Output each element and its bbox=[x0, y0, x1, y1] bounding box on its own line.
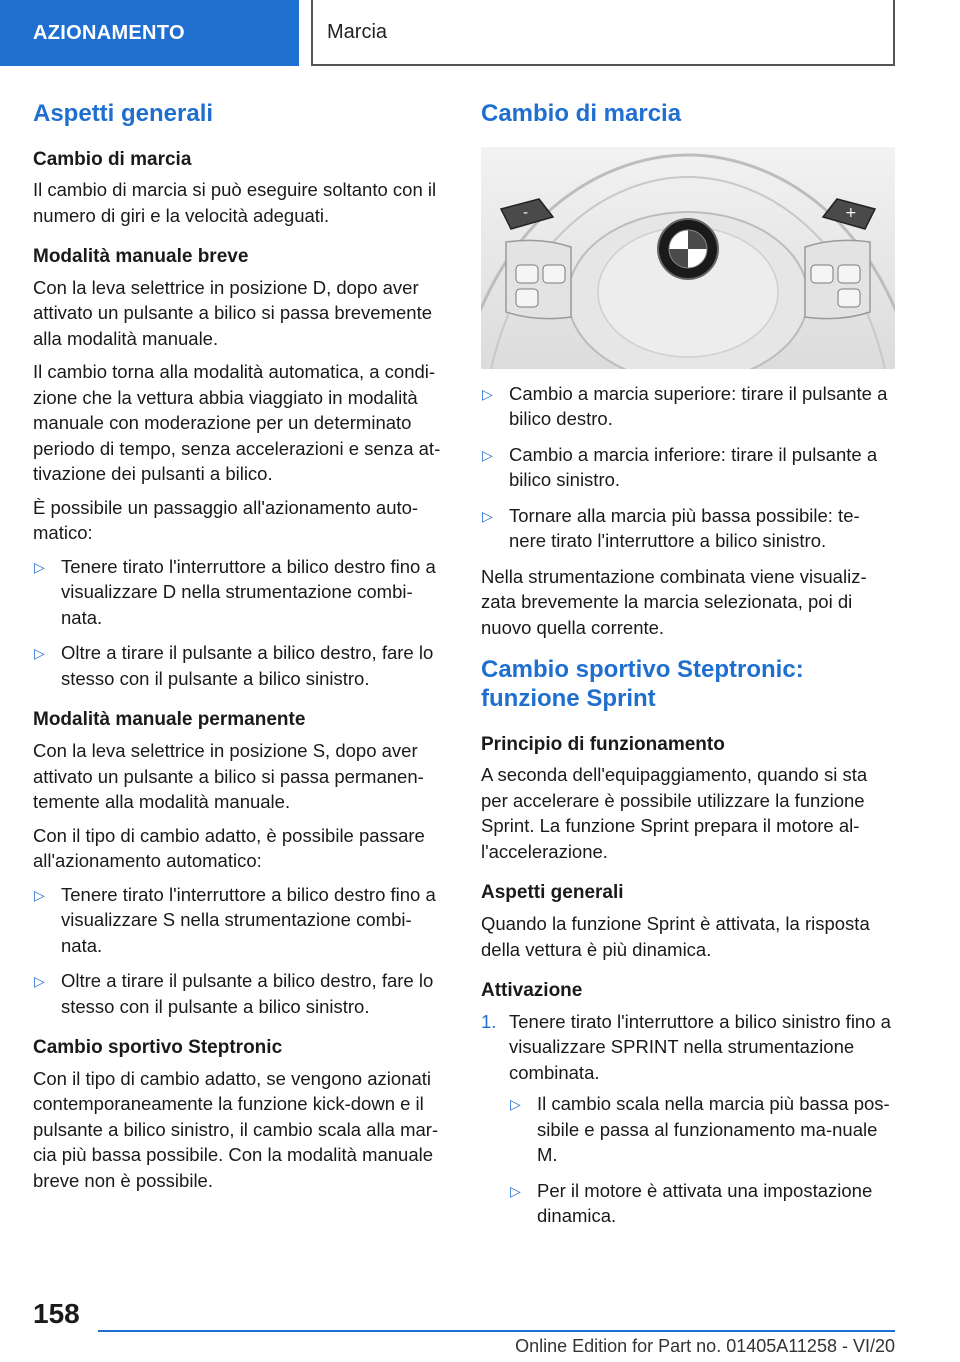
section-heading: Modalità manuale breve bbox=[33, 246, 249, 268]
section-general bbox=[481, 880, 895, 962]
paragraph: Con la leva selettrice in posizione D, dopo aver attivato un pulsante a bilico si passa brevemente alla modalità manuale. bbox=[33, 276, 433, 349]
right-column bbox=[481, 100, 895, 1245]
bullet-list bbox=[33, 882, 449, 1020]
topic-tab bbox=[311, 0, 895, 66]
steering-wheel-illustration bbox=[481, 147, 895, 369]
section-heading: Aspetti generali bbox=[481, 882, 624, 904]
triangle-bullet-icon: ▷ bbox=[34, 645, 45, 662]
numbered-list bbox=[481, 1009, 895, 1229]
step-text: Tenere tirato l'interruttore a bilico sinistro fino a visualizzare SPRINT nella strumentazione combinata. bbox=[509, 1010, 891, 1083]
footer-divider bbox=[98, 1330, 895, 1332]
triangle-bullet-icon: ▷ bbox=[482, 507, 493, 524]
paragraph: Il cambio torna alla modalità automatica, a condi-zione che la vettura abbia viaggiato in modalità manuale con moderazione per un determinato periodo di tempo, senza accelerazioni e senza at-tivazione dei pulsanti a bilico. bbox=[33, 361, 441, 485]
triangle-bullet-icon: ▷ bbox=[34, 973, 45, 990]
section-heading: Principio di funzionamento bbox=[481, 733, 725, 755]
paragraph: Con la leva selettrice in posizione S, dopo aver attivato un pulsante a bilico si passa permanen-temente alla modalità manuale. bbox=[33, 740, 424, 813]
list-item: ▷ Tenere tirato l'interruttore a bilico destro fino a visualizzare D nella strumentazione combi-nata. bbox=[34, 555, 436, 628]
edition-note: Online Edition for Part no. 01405A11258 - VI/20 bbox=[515, 1336, 895, 1356]
paragraph: Il cambio di marcia si può eseguire soltanto con il numero di giri e la velocità adeguati. bbox=[33, 179, 437, 226]
section-heading: Cambio di marcia bbox=[33, 148, 192, 170]
triangle-bullet-icon: ▷ bbox=[510, 1182, 521, 1199]
topic-title: Marcia bbox=[327, 20, 388, 43]
section-manual-short bbox=[33, 244, 449, 691]
list-item: ▷ Oltre a tirare il pulsante a bilico destro, fare lo stesso con il pulsante a bilico sinistro. bbox=[34, 970, 434, 1017]
paragraph: A seconda dell'equipaggiamento, quando si sta per accelerare è possibile utilizzare la funzione Sprint. La funzione Sprint prepara il motore al-l'accelerazione. bbox=[481, 764, 868, 862]
minus-sign: - bbox=[523, 204, 529, 221]
list-item: ▷ Per il motore è attivata una impostazione dinamica. bbox=[510, 1179, 873, 1227]
list-item: ▷ Cambio a marcia superiore: tirare il pulsante a bilico destro. bbox=[482, 382, 888, 430]
triangle-bullet-icon: ▷ bbox=[34, 558, 45, 575]
paragraph: Con il tipo di cambio adatto, è possibile passare all'azionamento automatico: bbox=[33, 824, 425, 872]
right-title: Cambio di marcia bbox=[481, 100, 682, 127]
triangle-bullet-icon: ▷ bbox=[482, 446, 493, 463]
list-item: ▷ Tenere tirato l'interruttore a bilico destro fino a visualizzare S nella strumentazione combi-nata. bbox=[34, 883, 436, 956]
bullet-list bbox=[33, 554, 449, 692]
paragraph: Quando la funzione Sprint è attivata, la risposta della vettura è più dinamica. bbox=[481, 913, 870, 960]
section-gear-change bbox=[33, 147, 449, 229]
section-title: AZIONAMENTO bbox=[33, 21, 185, 44]
bullet-list bbox=[481, 381, 895, 554]
sub-bullet-list bbox=[509, 1091, 895, 1229]
paragraph: È possibile un passaggio all'azionamento auto-matico: bbox=[33, 496, 419, 544]
step-number: 1. bbox=[481, 1010, 497, 1032]
section-heading: Attivazione bbox=[481, 980, 583, 1002]
steering-wheel-icon bbox=[481, 147, 895, 369]
left-column bbox=[33, 100, 449, 1209]
numbered-step bbox=[481, 1009, 895, 1229]
triangle-bullet-icon: ▷ bbox=[34, 886, 45, 903]
list-item: ▷ Tornare alla marcia più bassa possibile: te-nere tirato l'interruttore a bilico sinistro. bbox=[482, 504, 860, 552]
list-item: ▷ Cambio a marcia inferiore: tirare il pulsante a bilico sinistro. bbox=[482, 443, 878, 491]
right-title-sprint: Cambio sportivo Steptronic: funzione Sprint bbox=[481, 656, 804, 713]
section-steptronic bbox=[33, 1035, 449, 1193]
left-title: Aspetti generali bbox=[33, 100, 214, 127]
page-number: 158 bbox=[33, 1298, 80, 1329]
triangle-bullet-icon: ▷ bbox=[482, 385, 493, 402]
section-heading: Cambio sportivo Steptronic bbox=[33, 1037, 283, 1059]
section-heading: Modalità manuale permanente bbox=[33, 709, 306, 731]
paragraph: Nella strumentazione combinata viene visualiz-zata brevemente la marcia selezionata, poi di nuovo quella corrente. bbox=[481, 565, 867, 638]
list-item: ▷ Oltre a tirare il pulsante a bilico destro, fare lo stesso con il pulsante a bilico sinistro. bbox=[34, 642, 434, 689]
triangle-bullet-icon: ▷ bbox=[510, 1096, 521, 1113]
section-activation bbox=[481, 978, 895, 1229]
section-principle bbox=[481, 732, 895, 865]
bmw-logo-icon bbox=[658, 219, 718, 279]
plus-sign: + bbox=[845, 204, 857, 221]
section-manual-permanent bbox=[33, 707, 449, 1019]
list-item: ▷ Il cambio scala nella marcia più bassa pos-sibile e passa al funzionamento ma-nuale M. bbox=[510, 1093, 890, 1166]
paragraph: Con il tipo di cambio adatto, se vengono azionati contemporaneamente la funzione kick-down e il pulsante a bilico sinistro, il cambio scala alla mar-cia più bassa possibile. Con la modalità manuale breve non è possibile. bbox=[33, 1067, 439, 1191]
section-tab bbox=[0, 0, 299, 66]
